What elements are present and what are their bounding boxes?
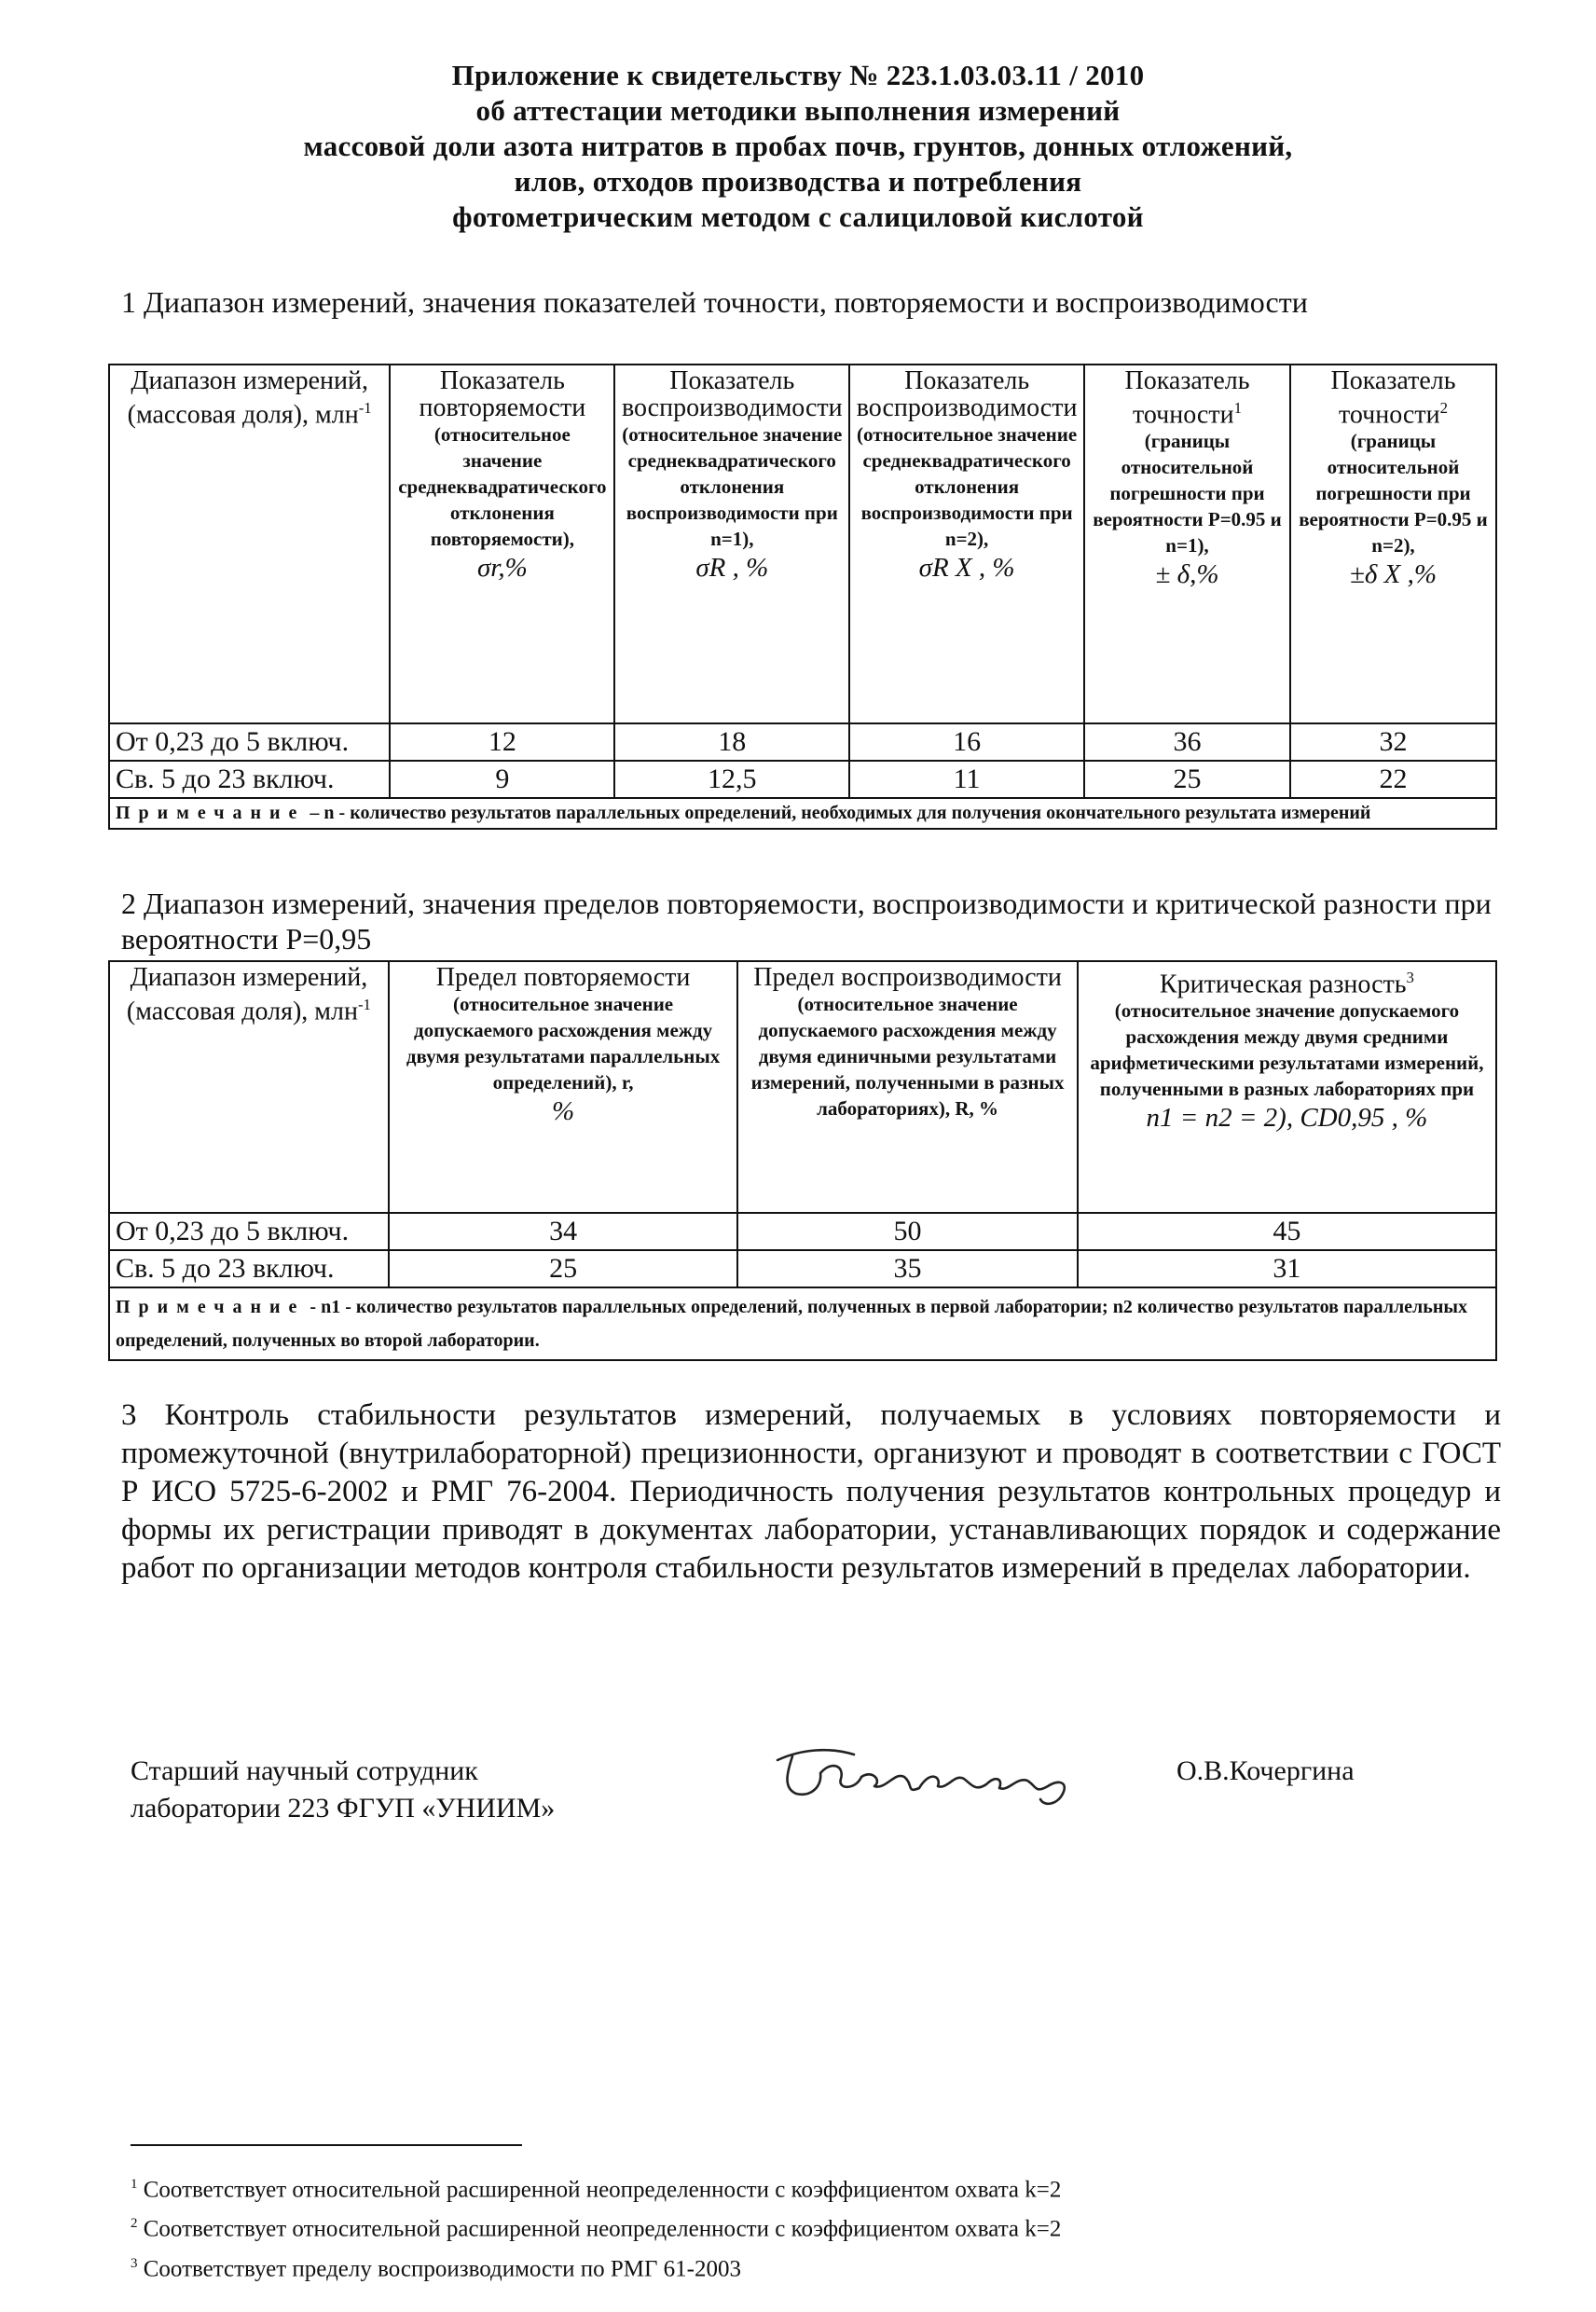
t1-r1-v2: 18: [614, 723, 849, 761]
handwritten-signature: [764, 1732, 1100, 1816]
footnotes: [131, 2168, 1061, 2286]
t2-r2-v1: 25: [389, 1250, 737, 1287]
t2-h4-footnote-ref: 3: [1406, 969, 1414, 986]
t1-header-range: [109, 365, 390, 723]
t1-h4-sub: (относительное значение среднеквадратического отклонения воспроизводимости при n=2),: [857, 423, 1078, 550]
signer-position: [131, 1753, 555, 1827]
t1-header-reproducibility-n2: [849, 365, 1084, 723]
footnote-2: [131, 2207, 1061, 2246]
t1-h2-main: Показатель повторяемости: [419, 366, 586, 422]
footnote-2-text: Соответствует относительной расширенной неопределенности с коэффициентом охвата k=2: [143, 2216, 1062, 2242]
footnote-1-num: 1: [131, 2177, 138, 2192]
header-line-4: илов, отходов производства и потребления: [514, 165, 1082, 198]
t1-header-accuracy-n1: [1084, 365, 1290, 723]
header-line-1: Приложение к свидетельству № 223.1.03.03.11 / 2010: [451, 59, 1145, 91]
t2-h3-sub: (относительное значение допускаемого расхождения между двумя единичными результатами измерений, полученными в разных лабораториях), R, %: [750, 993, 1065, 1120]
t1-h6-sym: ±δ X ,%: [1349, 559, 1437, 590]
t1-h5-main: Показатель точности: [1124, 366, 1250, 430]
t1-r2-v4: 25: [1084, 761, 1290, 798]
table-accuracy: [108, 364, 1497, 830]
t2-h2-sub: (относительное значение допускаемого расхождения между двумя результатами параллельных определений), r,: [406, 993, 721, 1094]
t1-h3-main: Показатель воспроизводимости: [621, 366, 843, 422]
t1-h6-main: Показатель точности: [1330, 366, 1456, 430]
t1-note: [109, 798, 1496, 829]
t2-h4-sym: n1 = n2 = 2), CD0,95 , %: [1146, 1103, 1428, 1134]
t1-h4-sym: σR X , %: [918, 553, 1015, 583]
t2-header-range-label: Диапазон измерений, (массовая доля), млн: [126, 963, 368, 1026]
t2-r2-v3: 31: [1078, 1250, 1496, 1287]
t1-header-range-unit-exp: -1: [358, 399, 372, 417]
footnote-3: [131, 2247, 1061, 2286]
t1-h5-sym: ± δ,%: [1155, 559, 1219, 590]
section-1-title: 1 Диапазон измерений, значения показателей точности, повторяемости и воспроизводимости: [121, 285, 1308, 319]
t1-header-repeatability: [390, 365, 614, 723]
t2-note-text: - n1 - количество результатов параллельных определений, полученных в первой лаборатории; n2 количество результатов параллельных определений, полученных во второй лаборатории.: [116, 1297, 1467, 1351]
signer-name: О.В.Кочергина: [1176, 1755, 1355, 1786]
t2-header-critical-difference: [1078, 961, 1496, 1213]
footnote-1: [131, 2168, 1061, 2207]
t1-r1-v5: 32: [1290, 723, 1496, 761]
t2-note: [109, 1287, 1496, 1360]
t1-note-label: Примечание: [116, 803, 306, 823]
table-row: [109, 1250, 1496, 1287]
t2-header-range-unit-exp: -1: [357, 996, 371, 1013]
t1-h2-sym: σr,%: [476, 553, 528, 583]
t2-h2-sym: %: [551, 1096, 575, 1126]
t1-h5-sub: (границы относительной погрешности при вероятности P=0.95 и n=1),: [1093, 430, 1282, 557]
footnote-divider: [131, 2144, 522, 2146]
footnote-3-num: 3: [131, 2255, 138, 2271]
t1-r2-v5: 22: [1290, 761, 1496, 798]
signer-position-line-1: Старший научный сотрудник: [131, 1755, 478, 1786]
t1-r1-v4: 36: [1084, 723, 1290, 761]
t2-r2-range: Св. 5 до 23 включ.: [109, 1250, 389, 1287]
t1-h3-sym: σR , %: [695, 553, 769, 583]
t1-r1-range: От 0,23 до 5 включ.: [109, 723, 390, 761]
table-row: [109, 723, 1496, 761]
t2-h4-sub: (относительное значение допускаемого расхождения между двумя средними арифметическими результатами измерений, полученными в разных лабораториях при: [1090, 999, 1484, 1101]
section-3-paragraph: 3 Контроль стабильности результатов измерений, получаемых в условиях повторяемости и промежуточной (внутрилабораторной) прецизионности, организуют и проводят в соответствии с ГОСТ Р ИСО 5725-6-2002 и РМГ 76-2004. Периодичность получения результатов контрольных процедур и формы их регистрации приводят в документах лаборатории, устанавливающих порядок и содержание работ по организации методов контроля стабильности результатов измерений в пределах лаборатории.: [121, 1398, 1501, 1585]
t2-h3-main: Предел воспроизводимости: [753, 963, 1062, 992]
t2-r1-v3: 45: [1078, 1213, 1496, 1250]
t1-r2-v1: 9: [390, 761, 614, 798]
t2-r2-v2: 35: [737, 1250, 1078, 1287]
t1-header-reproducibility-n1: [614, 365, 849, 723]
t2-r1-range: От 0,23 до 5 включ.: [109, 1213, 389, 1250]
t2-note-label: Примечание: [116, 1297, 306, 1317]
t2-header-reproducibility-limit: [737, 961, 1078, 1213]
t1-h6-sub: (границы относительной погрешности при вероятности P=0.95 и n=2),: [1299, 430, 1488, 557]
t2-h4-main: Критическая разность: [1159, 970, 1407, 999]
table-row: [109, 761, 1496, 798]
t1-r1-v1: 12: [390, 723, 614, 761]
t2-header-repeatability-limit: [389, 961, 737, 1213]
table-row: [109, 1213, 1496, 1250]
t1-h5-footnote-ref: 1: [1233, 399, 1242, 417]
t1-note-text: – n - количество результатов параллельных определений, необходимых для получения окончательного результата измерений: [305, 803, 1371, 823]
t2-r1-v1: 34: [389, 1213, 737, 1250]
header-line-2: об аттестации методики выполнения измерений: [475, 94, 1121, 127]
header-line-5: фотометрическим методом с салициловой кислотой: [452, 200, 1144, 233]
signer-position-line-2: лаборатории 223 ФГУП «УНИИМ»: [131, 1793, 556, 1823]
footnote-2-num: 2: [131, 2216, 138, 2232]
footnote-3-text: Соответствует пределу воспроизводимости по РМГ 61-2003: [143, 2255, 741, 2281]
t1-h3-sub: (относительное значение среднеквадратического отклонения воспроизводимости при n=1),: [622, 423, 843, 550]
t1-h6-footnote-ref: 2: [1439, 399, 1448, 417]
t1-header-range-label: Диапазон измерений, (массовая доля), млн: [127, 366, 368, 430]
t2-header-range: [109, 961, 389, 1213]
t1-header-accuracy-n2: [1290, 365, 1496, 723]
t2-h2-main: Предел повторяемости: [435, 963, 691, 992]
document-header: [0, 58, 1596, 235]
footnote-1-text: Соответствует относительной расширенной неопределенности с коэффициентом охвата k=2: [143, 2177, 1062, 2203]
t1-r1-v3: 16: [849, 723, 1084, 761]
t1-r2-range: Св. 5 до 23 включ.: [109, 761, 390, 798]
section-2-title: 2 Диапазон измерений, значения пределов повторяемости, воспроизводимости и критической разности при вероятности P=0,95: [121, 887, 1492, 956]
t1-r2-v2: 12,5: [614, 761, 849, 798]
t1-r2-v3: 11: [849, 761, 1084, 798]
header-line-3: массовой доли азота нитратов в пробах почв, грунтов, донных отложений,: [303, 130, 1293, 162]
table-limits: [108, 960, 1497, 1361]
t2-r1-v2: 50: [737, 1213, 1078, 1250]
t1-h2-sub: (относительное значение среднеквадратического отклонения повторяемости),: [398, 423, 607, 550]
t1-h4-main: Показатель воспроизводимости: [856, 366, 1078, 422]
